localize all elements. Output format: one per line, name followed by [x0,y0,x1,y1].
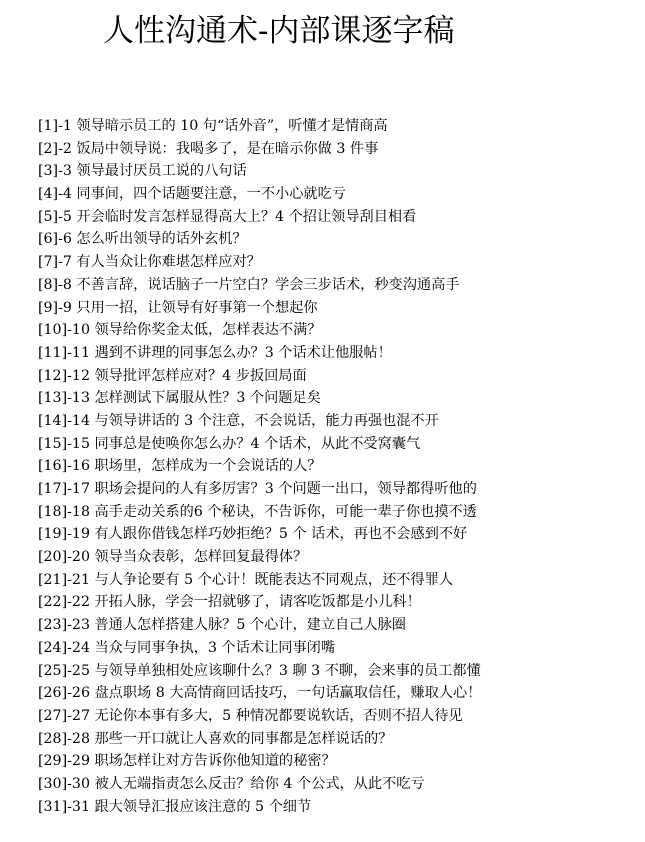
toc-item-13: [13]-13 怎样测试下属服从性？3 个问题足矣 [38,390,321,407]
toc-item-3: [3]-3 领导最讨厌员工说的八句话 [38,163,247,180]
toc-item-5: [5]-5 开会临时发言怎样显得高大上？4 个招让领导刮目相看 [38,208,417,225]
toc-item-26: [26]-26 盘点职场 8 大高情商回话技巧，一句话赢取信任，赚取人心！ [38,685,482,702]
toc-item-1: [1]-1 领导暗示员工的 10 句“话外音”，听懂才是情商高 [38,118,388,134]
toc-item-31: [31]-31 跟大领导汇报应该注意的 5 个细节 [38,798,312,815]
toc-item-12: [12]-12 领导批评怎样应对？4 步扳回局面 [38,367,307,384]
toc-item-14: [14]-14 与领导讲话的 3 个注意，不会说话，能力再强也混不开 [38,412,439,429]
toc-item-27: [27]-27 无论你本事有多大，5 种情况都要说软话，否则不招人待见 [38,707,463,724]
toc-item-11: [11]-11 遇到不讲理的同事怎么办？3 个话术让他服帖！ [38,344,392,361]
toc-item-2: [2]-2 饭局中领导说：我喝多了，是在暗示你做 3 件事 [38,140,379,157]
toc-item-6: [6]-6 怎么听出领导的话外玄机？ [38,231,247,248]
toc-item-20: [20]-20 领导当众表彰，怎样回复最得体？ [38,549,308,566]
toc-item-30: [30]-30 被人无端指责怎么反击？给你 4 个公式，从此不吃亏 [38,775,425,792]
document-title: 人性沟通术-内部课逐字稿 [103,13,455,49]
toc-item-15: [15]-15 同事总是使唤你怎么办？4 个话术，从此不受窝囊气 [38,435,421,452]
toc-item-18: [18]-18 高手走动关系的6 个秘诀，不告诉你，可能一辈子你也摸不透 [38,503,477,520]
toc-item-23: [23]-23 普通人怎样搭建人脉？5 个心计，建立自己人脉圈 [38,617,406,634]
toc-item-9: [9]-9 只用一招，让领导有好事第一个想起你 [38,299,318,316]
toc-item-24: [24]-24 当众与同事争执，3 个话术让同事闭嘴 [38,639,336,656]
toc-item-29: [29]-29 职场怎样让对方告诉你他知道的秘密？ [38,753,336,770]
toc-item-19: [19]-19 有人跟你借钱怎样巧妙拒绝？5 个 话术，再也不会感到不好 [38,526,468,543]
toc-item-25: [25]-25 与领导单独相处应该聊什么？3 聊 3 不聊，会来事的员工都懂 [38,662,481,679]
toc-item-10: [10]-10 领导给你奖金太低，怎样表达不满？ [38,322,322,339]
toc-item-21: [21]-21 与人争论要有 5 个心计！既能表达不同观点，还不得罪人 [38,571,454,588]
toc-item-4: [4]-4 同事间，四个话题要注意，一不小心就吃亏 [38,186,346,203]
toc-item-7: [7]-7 有人当众让你难堪怎样应对？ [38,254,261,271]
table-of-contents [38,115,638,818]
toc-item-16: [16]-16 职场里，怎样成为一个会说话的人？ [38,458,322,475]
toc-item-22: [22]-22 开拓人脉，学会一招就够了，请客吃饭都是小儿科！ [38,594,421,611]
toc-item-8: [8]-8 不善言辞，说话脑子一片空白？学会三步话术，秒变沟通高手 [38,276,460,293]
toc-item-28: [28]-28 那些一开口就让人喜欢的同事都是怎样说话的？ [38,730,393,747]
toc-item-17: [17]-17 职场会提问的人有多厉害？3 个问题一出口，领导都得听他的 [38,481,477,497]
